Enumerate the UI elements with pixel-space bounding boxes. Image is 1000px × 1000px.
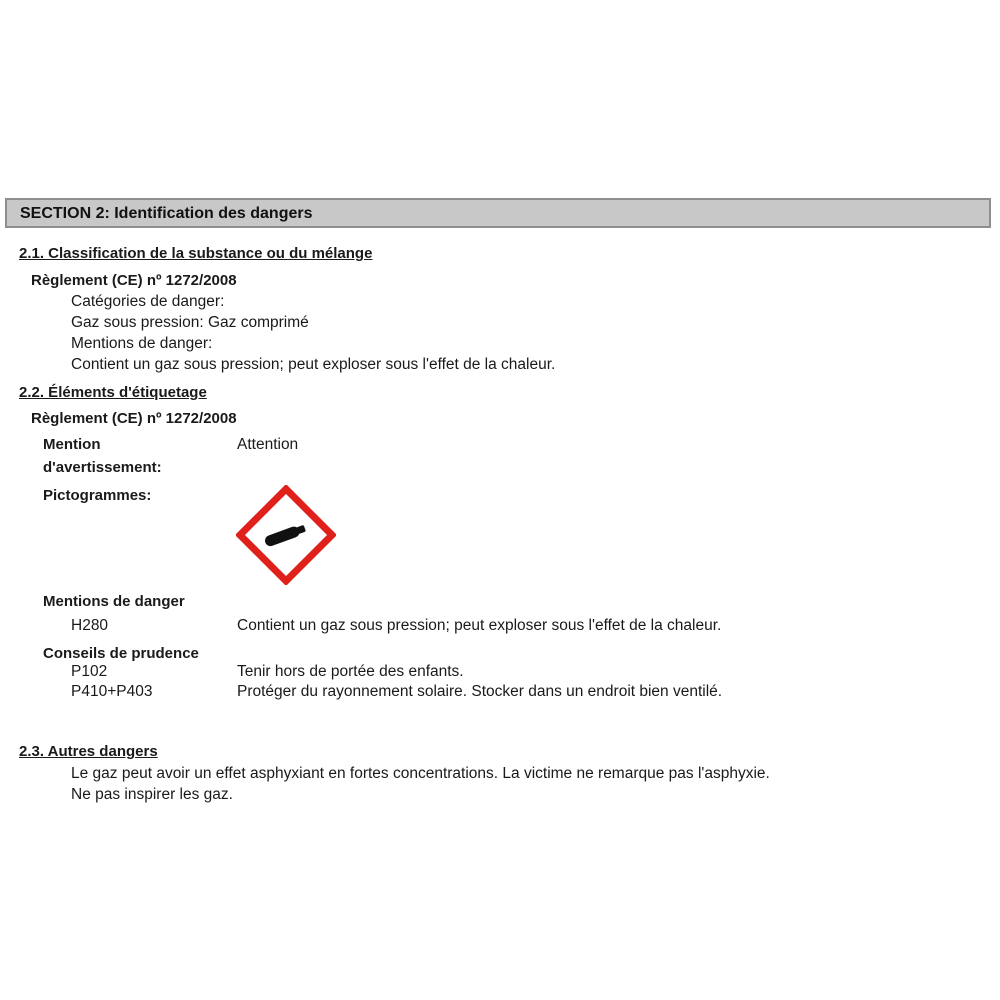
heading-2-1: 2.1. Classification de la substance ou du mélange	[19, 245, 373, 262]
hazard-text: Contient un gaz sous pression; peut exploser sous l'effet de la chaleur.	[237, 617, 722, 634]
regulation-2-2: Règlement (CE) nº 1272/2008	[31, 410, 237, 427]
pictograms-label: Pictogrammes:	[43, 487, 152, 504]
heading-2-2: 2.2. Éléments d'étiquetage	[19, 384, 207, 401]
section-header-bar	[5, 198, 991, 228]
hazard-category-value: Gaz sous pression: Gaz comprimé	[71, 314, 309, 331]
hazard-code: H280	[71, 617, 109, 634]
gas-cylinder-icon	[236, 485, 336, 585]
hazard-categories-label: Catégories de danger:	[71, 293, 225, 310]
regulation-2-1: Règlement (CE) nº 1272/2008	[31, 272, 237, 289]
signal-word-value: Attention	[237, 436, 299, 453]
other-hazards-line: Le gaz peut avoir un effet asphyxiant en fortes concentrations. La victime ne remarque pas l'asphyxie.	[71, 765, 770, 782]
precaution-code: P410+P403	[71, 683, 153, 700]
other-hazards-line: Ne pas inspirer les gaz.	[71, 786, 233, 803]
signal-word-label-line2: d'avertissement:	[43, 459, 162, 476]
hazard-mentions-value: Contient un gaz sous pression; peut exploser sous l'effet de la chaleur.	[71, 356, 556, 373]
precautionary-statements-label: Conseils de prudence	[43, 645, 199, 662]
hazard-statements-label: Mentions de danger	[43, 593, 185, 610]
signal-word-label-line1: Mention	[43, 436, 101, 453]
precaution-code: P102	[71, 663, 108, 680]
precaution-text: Protéger du rayonnement solaire. Stocker dans un endroit bien ventilé.	[237, 683, 723, 700]
precaution-text: Tenir hors de portée des enfants.	[237, 663, 464, 680]
section-title: SECTION 2: Identification des dangers	[20, 205, 313, 222]
heading-2-3: 2.3. Autres dangers	[19, 743, 158, 760]
hazard-mentions-label: Mentions de danger:	[71, 335, 213, 352]
